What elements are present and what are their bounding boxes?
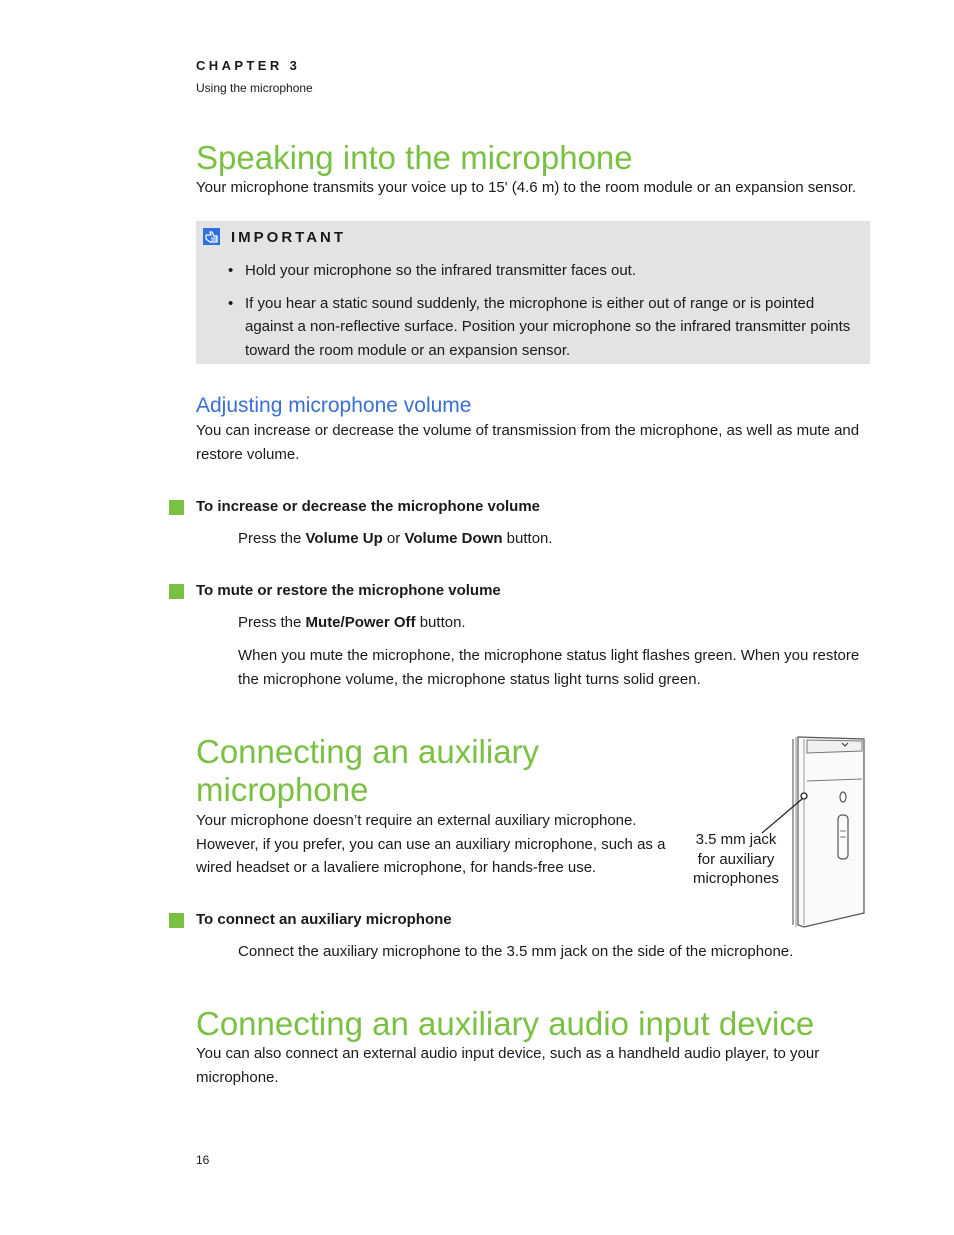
section-title-aux-mic-line1: Connecting an auxiliary <box>196 733 540 770</box>
volume-down-button-name: Volume Down <box>404 530 503 547</box>
figure-caption: 3.5 mm jack for auxiliary microphones <box>693 831 779 887</box>
procedure-step-volume: Press the Volume Up or Volume Down button. <box>238 530 553 547</box>
important-list <box>226 259 866 371</box>
section-intro-aux-mic: Your microphone doesn’t require an external auxiliary microphone. However, if you prefer, you can use an auxiliary microphone, such as a wired headset or a lavaliere microphone, for hands-free use. <box>196 812 666 876</box>
list-item: • Hold your microphone so the infrared transmitter faces out. <box>226 259 866 283</box>
list-item: • If you hear a static sound suddenly, the microphone is either out of range or is pointed against a non-reflective surface. Position your microphone so the infrared transmitter points toward the room module or an expansion sensor. <box>226 292 866 363</box>
chapter-section-title: Using the microphone <box>196 81 313 95</box>
procedure-marker-icon <box>169 913 184 928</box>
procedure-marker-icon <box>169 584 184 599</box>
section-intro-speaking: Your microphone transmits your voice up to 15' (4.6 m) to the room module or an expansion sensor. <box>196 179 857 196</box>
chapter-label: CHAPTER 3 <box>196 58 301 73</box>
pointing-hand-icon <box>203 228 220 245</box>
important-label: IMPORTANT <box>231 229 347 246</box>
section-intro-aux-audio: You can also connect an external audio input device, such as a handheld audio player, to your microphone. <box>196 1045 820 1086</box>
procedure-step-aux-mic: Connect the auxiliary microphone to the 3.5 mm jack on the side of the microphone. <box>238 943 794 960</box>
procedure-step-mute: Press the Mute/Power Off button. <box>238 614 466 631</box>
procedure-title-mute: To mute or restore the microphone volume <box>196 582 501 599</box>
mute-button-name: Mute/Power Off <box>305 614 416 631</box>
volume-up-button-name: Volume Up <box>305 530 383 547</box>
procedure-marker-icon <box>169 500 184 515</box>
procedure-note-mute: When you mute the microphone, the microphone status light flashes green. When you restore the microphone volume, the microphone status light turns solid green. <box>238 647 860 688</box>
subsection-title-volume: Adjusting microphone volume <box>196 394 472 417</box>
page-number: 16 <box>196 1153 210 1167</box>
section-title-speaking: Speaking into the microphone <box>196 139 633 176</box>
subsection-intro-volume: You can increase or decrease the volume of transmission from the microphone, as well as mute and restore volume. <box>196 422 860 463</box>
section-title-aux-audio: Connecting an auxiliary audio input device <box>196 1005 815 1042</box>
procedure-title-aux-mic: To connect an auxiliary microphone <box>196 911 452 928</box>
section-title-aux-mic-line2: microphone <box>196 771 369 808</box>
procedure-title-volume: To increase or decrease the microphone volume <box>196 498 541 515</box>
